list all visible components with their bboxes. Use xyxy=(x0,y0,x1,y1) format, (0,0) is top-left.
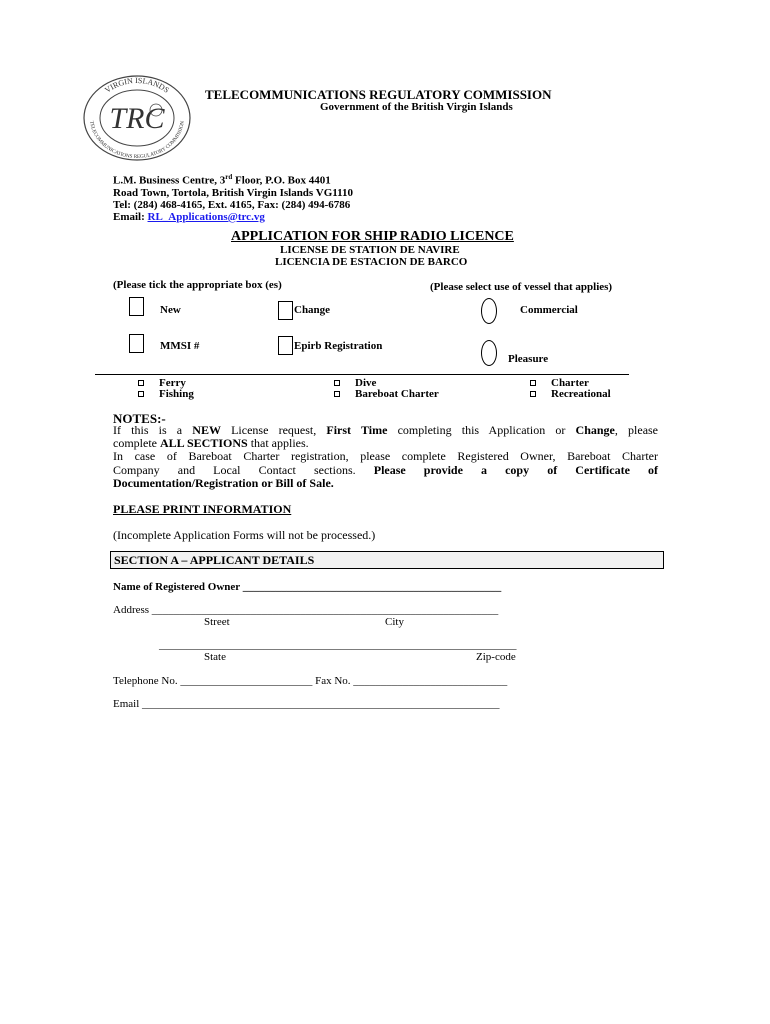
main-title: APPLICATION FOR SHIP RADIO LICENCE xyxy=(231,229,514,244)
notes-line-2: complete ALL SECTIONS that applies. xyxy=(113,436,309,451)
title-spanish: LICENCIA DE ESTACION DE BARCO xyxy=(275,256,468,268)
street-label: Street xyxy=(204,616,230,628)
dive-checkbox[interactable] xyxy=(334,380,340,386)
telephone-fax-field[interactable]: Telephone No. ________________________ Fax No. ____________________________ xyxy=(113,675,508,687)
notes-line-5: Documentation/Registration or Bill of Sale. xyxy=(113,475,334,490)
email-link[interactable]: RL_Applications@trc.vg xyxy=(147,210,265,223)
fishing-label: Fishing xyxy=(159,388,194,400)
address-line-2: Road Town, Tortola, British Virgin Islands VG1110 xyxy=(113,186,354,199)
section-a-header xyxy=(110,551,664,569)
seal-ring-top-text: VIRGIN ISLANDS xyxy=(103,75,171,95)
seal-letters: TRC xyxy=(109,102,165,135)
commercial-radio[interactable] xyxy=(481,298,497,324)
change-label: Change xyxy=(294,304,331,316)
org-title: TELECOMMUNICATIONS REGULATORY COMMISSION xyxy=(205,87,552,102)
pleasure-label: Pleasure xyxy=(508,353,549,365)
new-checkbox[interactable] xyxy=(129,297,144,316)
notes-body xyxy=(113,424,658,490)
vessel-instruction: (Please select use of vessel that applies) xyxy=(430,281,613,293)
address-block xyxy=(113,171,353,223)
registered-owner-field[interactable]: Name of Registered Owner _______________________________________________ xyxy=(113,581,502,593)
epirb-checkbox[interactable] xyxy=(278,336,293,355)
address-line-email: Email: RL_Applications@trc.vg xyxy=(113,210,265,223)
gov-subtitle: Government of the British Virgin Islands xyxy=(320,101,513,113)
notes-line-4: Company and Local Contact sections. Please provide a copy of Certificate of xyxy=(113,462,658,477)
incomplete-notice: (Incomplete Application Forms will not be processed.) xyxy=(113,528,376,542)
epirb-label: Epirb Registration xyxy=(294,340,383,352)
notes-line-3: In case of Bareboat Charter registration, please complete Registered Owner, Bareboat Charter xyxy=(113,449,658,464)
ferry-checkbox[interactable] xyxy=(138,380,144,386)
address-line-3: Tel: (284) 468-4165, Ext. 4165, Fax: (284) 494-6786 xyxy=(113,198,351,211)
commercial-label: Commercial xyxy=(520,304,578,316)
charter-label: Charter xyxy=(551,377,589,389)
email-field[interactable]: Email _________________________________________________________________ xyxy=(113,698,500,710)
title-french: LICENSE DE STATION DE NAVIRE xyxy=(280,244,460,256)
notes-line-1: If this is a NEW License request, First Time completing this Application or Change, please xyxy=(113,423,659,437)
change-checkbox[interactable] xyxy=(278,301,293,320)
state-zip-field[interactable]: _________________________________________________________________ xyxy=(159,639,517,651)
bareboat-charter-checkbox[interactable] xyxy=(334,391,340,397)
trc-seal-logo xyxy=(82,74,192,162)
ferry-label: Ferry xyxy=(159,377,186,389)
bareboat-charter-label: Bareboat Charter xyxy=(355,388,439,400)
recreational-label: Recreational xyxy=(551,388,611,400)
notes-heading: NOTES:- xyxy=(113,411,166,426)
address-field[interactable]: Address _______________________________________________________________ xyxy=(113,604,499,616)
recreational-checkbox[interactable] xyxy=(530,391,536,397)
state-label: State xyxy=(204,651,226,663)
print-information-heading: PLEASE PRINT INFORMATION xyxy=(113,502,292,516)
divider xyxy=(95,374,629,375)
charter-checkbox[interactable] xyxy=(530,380,536,386)
dive-label: Dive xyxy=(355,377,377,389)
seal-ring-bottom-text: TELECOMMUNICATIONS REGULATORY COMMISSION xyxy=(88,120,186,161)
tick-instruction: (Please tick the appropriate box (es) xyxy=(113,279,282,291)
pleasure-radio[interactable] xyxy=(481,340,497,366)
city-label: City xyxy=(385,616,404,628)
zip-code-label: Zip-code xyxy=(476,651,516,663)
new-label: New xyxy=(160,304,181,316)
fishing-checkbox[interactable] xyxy=(138,391,144,397)
section-a-title: SECTION A – APPLICANT DETAILS xyxy=(114,553,315,567)
mmsi-label: MMSI # xyxy=(160,340,200,352)
mmsi-checkbox[interactable] xyxy=(129,334,144,353)
address-line-1: L.M. Business Centre, 3rd Floor, P.O. Box 4401 xyxy=(113,173,331,187)
